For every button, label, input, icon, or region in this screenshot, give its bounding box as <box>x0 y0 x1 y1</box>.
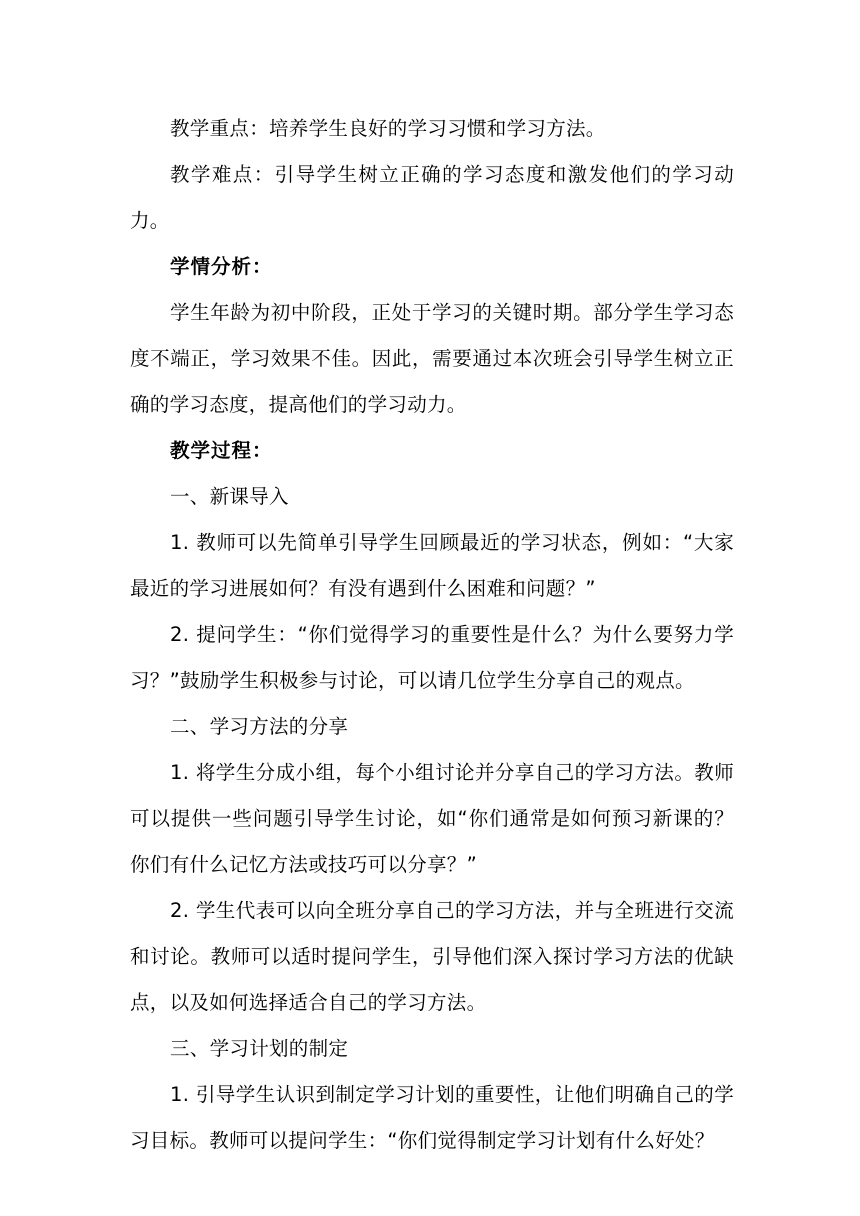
section3-item1: 1. 引导学生认识到制定学习计划的重要性，让他们明确自己的学习目标。教师可以提问学生：“你们觉得制定学习计划有什么好处？ <box>130 1083 734 1152</box>
section2-item2: 2. 学生代表可以向全班分享自己的学习方法，并与全班进行交流和讨论。教师可以适时提问学生，引导他们深入探讨学习方法的优缺点，以及如何选择适合自己的学习方法。 <box>130 899 734 1014</box>
section1-item2: 2. 提问学生：“你们觉得学习的重要性是什么？为什么要努力学习？”鼓励学生积极参与讨论，可以请几位学生分享自己的观点。 <box>130 623 734 692</box>
analysis-paragraph: 学生年龄为初中阶段，正处于学习的关键时期。部分学生学习态度不端正，学习效果不佳。因此，需要通过本次班会引导学生树立正确的学习态度，提高他们的学习动力。 <box>130 301 734 416</box>
section1-title: 一、新课导入 <box>170 485 289 508</box>
document-page <box>130 106 734 1164</box>
process-heading: 教学过程： <box>170 439 273 462</box>
section2-title: 二、学习方法的分享 <box>170 715 349 738</box>
difficulty-paragraph: 教学难点：引导学生树立正确的学习态度和激发他们的学习动力。 <box>130 163 734 232</box>
section2-item1: 1. 将学生分成小组，每个小组讨论并分享自己的学习方法。教师可以提供一些问题引导学生讨论，如“你们通常是如何预习新课的？你们有什么记忆方法或技巧可以分享？” <box>130 761 734 876</box>
key-point-paragraph: 教学重点：培养学生良好的学习习惯和学习方法。 <box>170 117 606 140</box>
section1-item1: 1. 教师可以先简单引导学生回顾最近的学习状态，例如：“大家最近的学习进展如何？有没有遇到什么困难和问题？” <box>130 531 734 600</box>
analysis-heading: 学情分析： <box>170 255 273 278</box>
section3-title: 三、学习计划的制定 <box>170 1037 349 1060</box>
